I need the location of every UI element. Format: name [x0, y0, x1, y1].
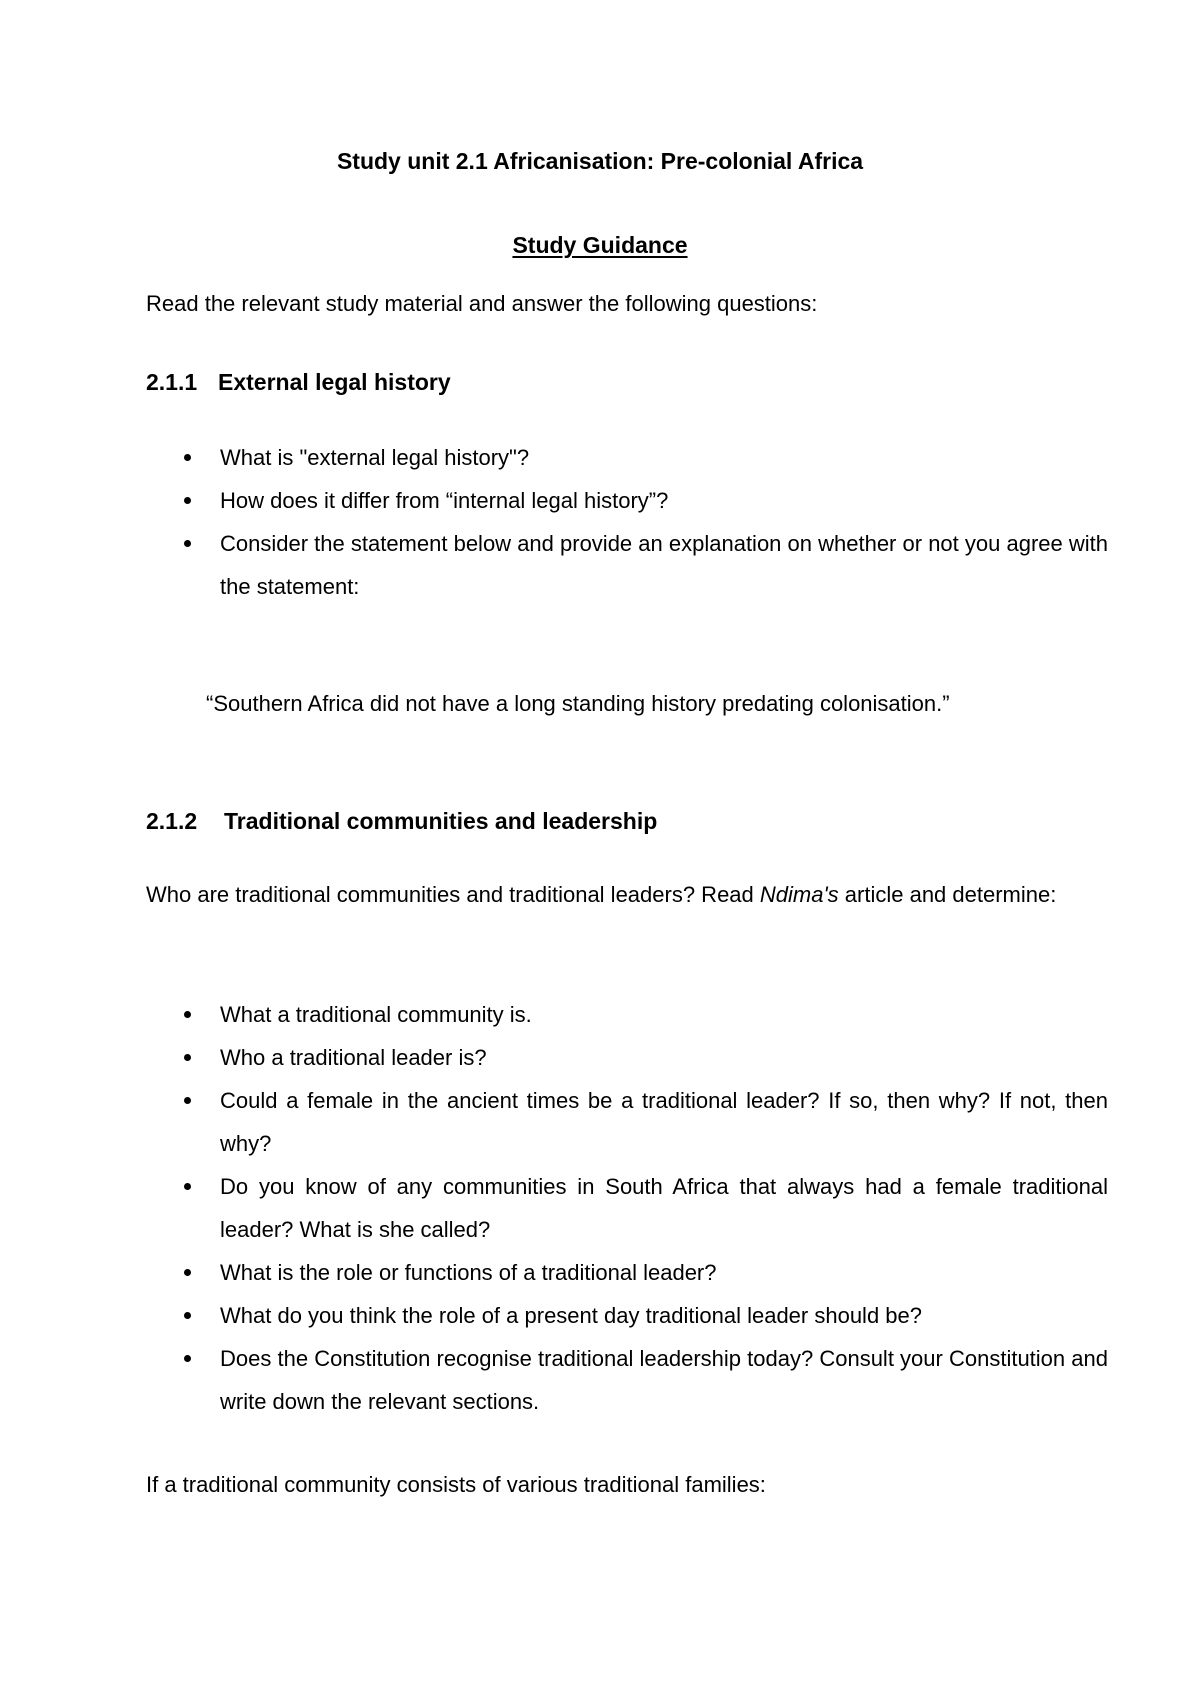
bullet-icon: [184, 1011, 191, 1018]
section-2-1-1-heading: [146, 367, 451, 397]
list-item: [146, 1294, 1108, 1337]
bullet-icon: [184, 497, 191, 504]
section-2-1-2-intro: [146, 874, 1066, 916]
bullet-icon: [184, 1269, 191, 1276]
bullet-icon: [184, 1054, 191, 1061]
list-item-text: What a traditional community is.: [220, 1002, 532, 1027]
list-item: [146, 436, 1108, 479]
bullet-icon: [184, 1355, 191, 1362]
section-2-1-2-list: [146, 993, 1108, 1423]
bullet-icon: [184, 1312, 191, 1319]
list-item: [146, 1079, 1108, 1165]
section-title: External legal history: [218, 369, 451, 395]
section-2-1-1-list: [146, 436, 1108, 608]
section-number: 2.1.1: [146, 369, 198, 395]
author-name: Ndima's: [759, 882, 839, 907]
section-number: 2.1.2: [146, 808, 198, 834]
list-item: [146, 522, 1108, 608]
study-guidance-heading: Study Guidance: [512, 232, 688, 258]
bullet-icon: [184, 1097, 191, 1104]
section-title: Traditional communities and leadership: [224, 808, 658, 834]
list-item-text: Does the Constitution recognise traditional leadership today? Consult your Constitution and write down the relevant sections.: [220, 1346, 1108, 1414]
list-item: [146, 993, 1108, 1036]
intro-text: Who are traditional communities and traditional leaders? Read: [146, 882, 760, 907]
list-item: [146, 1036, 1108, 1079]
bullet-icon: [184, 1183, 191, 1190]
list-item-text: Do you know of any communities in South Africa that always had a female traditional leader? What is she called?: [220, 1174, 1108, 1242]
list-item-text: Consider the statement below and provide an explanation on whether or not you agree with the statement:: [220, 531, 1108, 599]
list-item-text: What do you think the role of a present day traditional leader should be?: [220, 1303, 923, 1328]
list-item-text: How does it differ from “internal legal history”?: [220, 488, 669, 513]
intro-text-end: article and determine:: [838, 882, 1057, 907]
intro-paragraph: Read the relevant study material and answer the following questions:: [146, 291, 818, 316]
statement-quote: “Southern Africa did not have a long standing history predating colonisation.”: [206, 691, 950, 716]
list-item-text: What is the role or functions of a traditional leader?: [220, 1260, 717, 1285]
list-item: [146, 1251, 1108, 1294]
closing-paragraph: If a traditional community consists of various traditional families:: [146, 1472, 766, 1497]
list-item-text: Could a female in the ancient times be a traditional leader? If so, then why? If not, then why?: [220, 1088, 1108, 1156]
section-2-1-2-heading: [146, 806, 657, 836]
list-item: [146, 1165, 1108, 1251]
list-item-text: What is "external legal history"?: [220, 445, 530, 470]
list-item-text: Who a traditional leader is?: [220, 1045, 487, 1070]
list-item: [146, 1337, 1108, 1423]
bullet-icon: [184, 454, 191, 461]
document-title: Study unit 2.1 Africanisation: Pre-colonial Africa: [336, 148, 864, 174]
list-item: [146, 479, 1108, 522]
bullet-icon: [184, 540, 191, 547]
